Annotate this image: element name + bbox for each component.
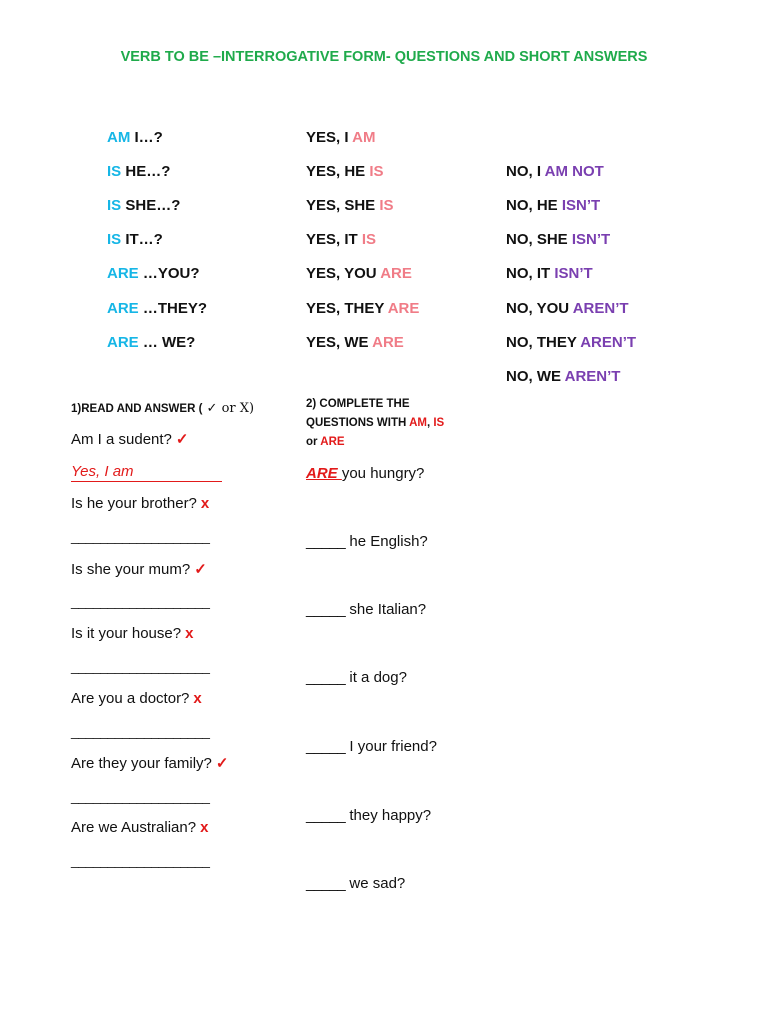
question-text: HE…? [121,163,171,180]
verb-keyword: ARE [380,265,412,282]
example-answer: Yes, I am [71,463,222,482]
heading-text: 1)READ AND ANSWER ( [71,403,203,415]
fill-blank[interactable]: _____ [306,601,346,618]
heading-comma: , [426,417,434,429]
exercise-1-question [71,495,209,512]
answer-text: YES, WE [306,334,373,351]
question-row [107,163,170,180]
check-icon: ✓ [215,755,229,772]
question-text: IT…? [121,231,163,248]
answer-text: NO, HE [506,197,562,214]
verb-keyword: AREN’T [564,368,621,385]
exercise-1-question [71,560,207,578]
answer-line[interactable]: ___________________ [71,788,210,804]
fill-blank[interactable]: _____ [306,738,346,755]
answer-text: NO, YOU [506,300,573,317]
verb-keyword: AM NOT [544,163,604,180]
no-row [506,368,620,385]
question-text: Are they your family? [71,755,212,772]
example-question [306,465,424,482]
question-text: Am I a sudent? [71,431,172,448]
heading-am: AM [409,417,427,429]
heading-line [306,414,444,433]
no-row [506,197,600,214]
heading-line [306,433,444,452]
heading-or: or [306,436,321,448]
verb-keyword: IS [107,231,122,248]
verb-keyword: IS [107,197,122,214]
yes-row [306,231,376,248]
question-text: SHE…? [121,197,181,214]
exercise-1-question [71,754,228,772]
question-text: Is he your brother? [71,495,197,512]
no-row [506,265,593,282]
verb-keyword: ISN’T [561,197,601,214]
answer-text: NO, WE [506,368,565,385]
yes-row [306,334,404,351]
exercise-1-question [71,625,193,642]
question-text: … WE? [138,334,196,351]
check-icon: ✓ [194,561,207,578]
answer-text: NO, SHE [506,231,572,248]
answer-text: NO, THEY [506,334,581,351]
question-text: Is she your mum? [71,561,191,578]
exercise-1-question [71,819,208,836]
answer-text: YES, I [306,129,353,146]
answer-text: NO, IT [506,265,555,282]
answer-text: YES, YOU [306,265,381,282]
complete-question [306,533,428,550]
x-icon: x [185,625,194,642]
question-text: Is it your house? [71,625,182,642]
verb-keyword: ISN’T [554,265,593,282]
verb-keyword: AREN’T [572,300,629,317]
question-text: they happy? [345,807,432,824]
filled-blank: ARE [306,465,342,482]
question-text: I your friend? [345,738,437,755]
verb-keyword: ARE [107,300,139,317]
question-text: Are you a doctor? [71,690,190,707]
complete-question [306,669,407,686]
question-row [107,265,200,282]
question-row [107,300,207,317]
verb-keyword: ARE [372,334,404,351]
answer-text: NO, I [506,163,545,180]
verb-keyword: ISN’T [571,231,611,248]
question-text: she Italian? [345,601,427,618]
exercise-2-heading [306,395,444,452]
x-icon: x [200,495,210,512]
question-text: I…? [130,129,163,146]
verb-keyword: AM [107,129,131,146]
check-icon: ✓ [175,431,189,448]
question-text: you hungry? [341,465,425,482]
page-title: VERB TO BE –INTERROGATIVE FORM- QUESTIONS AND SHORT ANSWERS [120,49,648,65]
complete-question [306,601,426,618]
answer-text: YES, HE [306,163,370,180]
heading-line: 2) COMPLETE THE [306,398,410,410]
verb-keyword: AM [352,129,376,146]
question-row [107,334,195,351]
exercise-1-question [71,690,202,707]
complete-question [306,738,437,755]
no-row [506,163,604,180]
heading-text: QUESTIONS WITH [306,417,410,429]
answer-line[interactable]: ___________________ [71,528,210,544]
no-row [506,334,636,351]
heading-or: or [221,401,236,416]
verb-keyword: IS [361,231,377,248]
x-icon: x [200,819,209,836]
question-text: Are we Australian? [71,819,197,836]
exercise-1-question [71,430,188,448]
question-text: he English? [345,533,428,550]
complete-question [306,875,405,892]
answer-text: YES, SHE [306,197,380,214]
yes-row [306,197,394,214]
heading-is: IS [433,417,445,429]
question-row [107,197,180,214]
answer-line[interactable]: ___________________ [71,723,210,739]
answer-line[interactable]: ___________________ [71,852,210,868]
check-icon: ✓ [202,401,222,416]
yes-row [306,265,412,282]
verb-keyword: ARE [387,300,420,317]
x-icon: x [193,690,202,707]
x-icon: X) [235,401,255,416]
question-text: …YOU? [138,265,200,282]
verb-keyword: IS [379,197,394,214]
question-text: …THEY? [138,300,208,317]
question-row [107,129,163,146]
yes-row [306,163,384,180]
fill-blank[interactable]: _____ [306,807,346,824]
question-row [107,231,163,248]
heading-are: ARE [320,436,345,448]
question-text: it a dog? [345,669,407,686]
fill-blank[interactable]: _____ [306,533,346,550]
answer-line[interactable]: ___________________ [71,658,210,674]
exercise-1-heading [71,399,254,419]
yes-row [306,129,375,146]
verb-keyword: ARE [107,334,139,351]
verb-keyword: ARE [107,265,139,282]
verb-keyword: IS [369,163,384,180]
complete-question [306,807,431,824]
no-row [506,300,629,317]
verb-keyword: AREN’T [580,334,637,351]
fill-blank[interactable]: _____ [306,669,346,686]
answer-text: YES, IT [306,231,362,248]
yes-row [306,300,419,317]
fill-blank[interactable]: _____ [306,875,346,892]
answer-line[interactable]: ___________________ [71,593,210,609]
answer-text: YES, THEY [306,300,388,317]
question-text: we sad? [345,875,406,892]
verb-keyword: IS [107,163,122,180]
no-row [506,231,610,248]
